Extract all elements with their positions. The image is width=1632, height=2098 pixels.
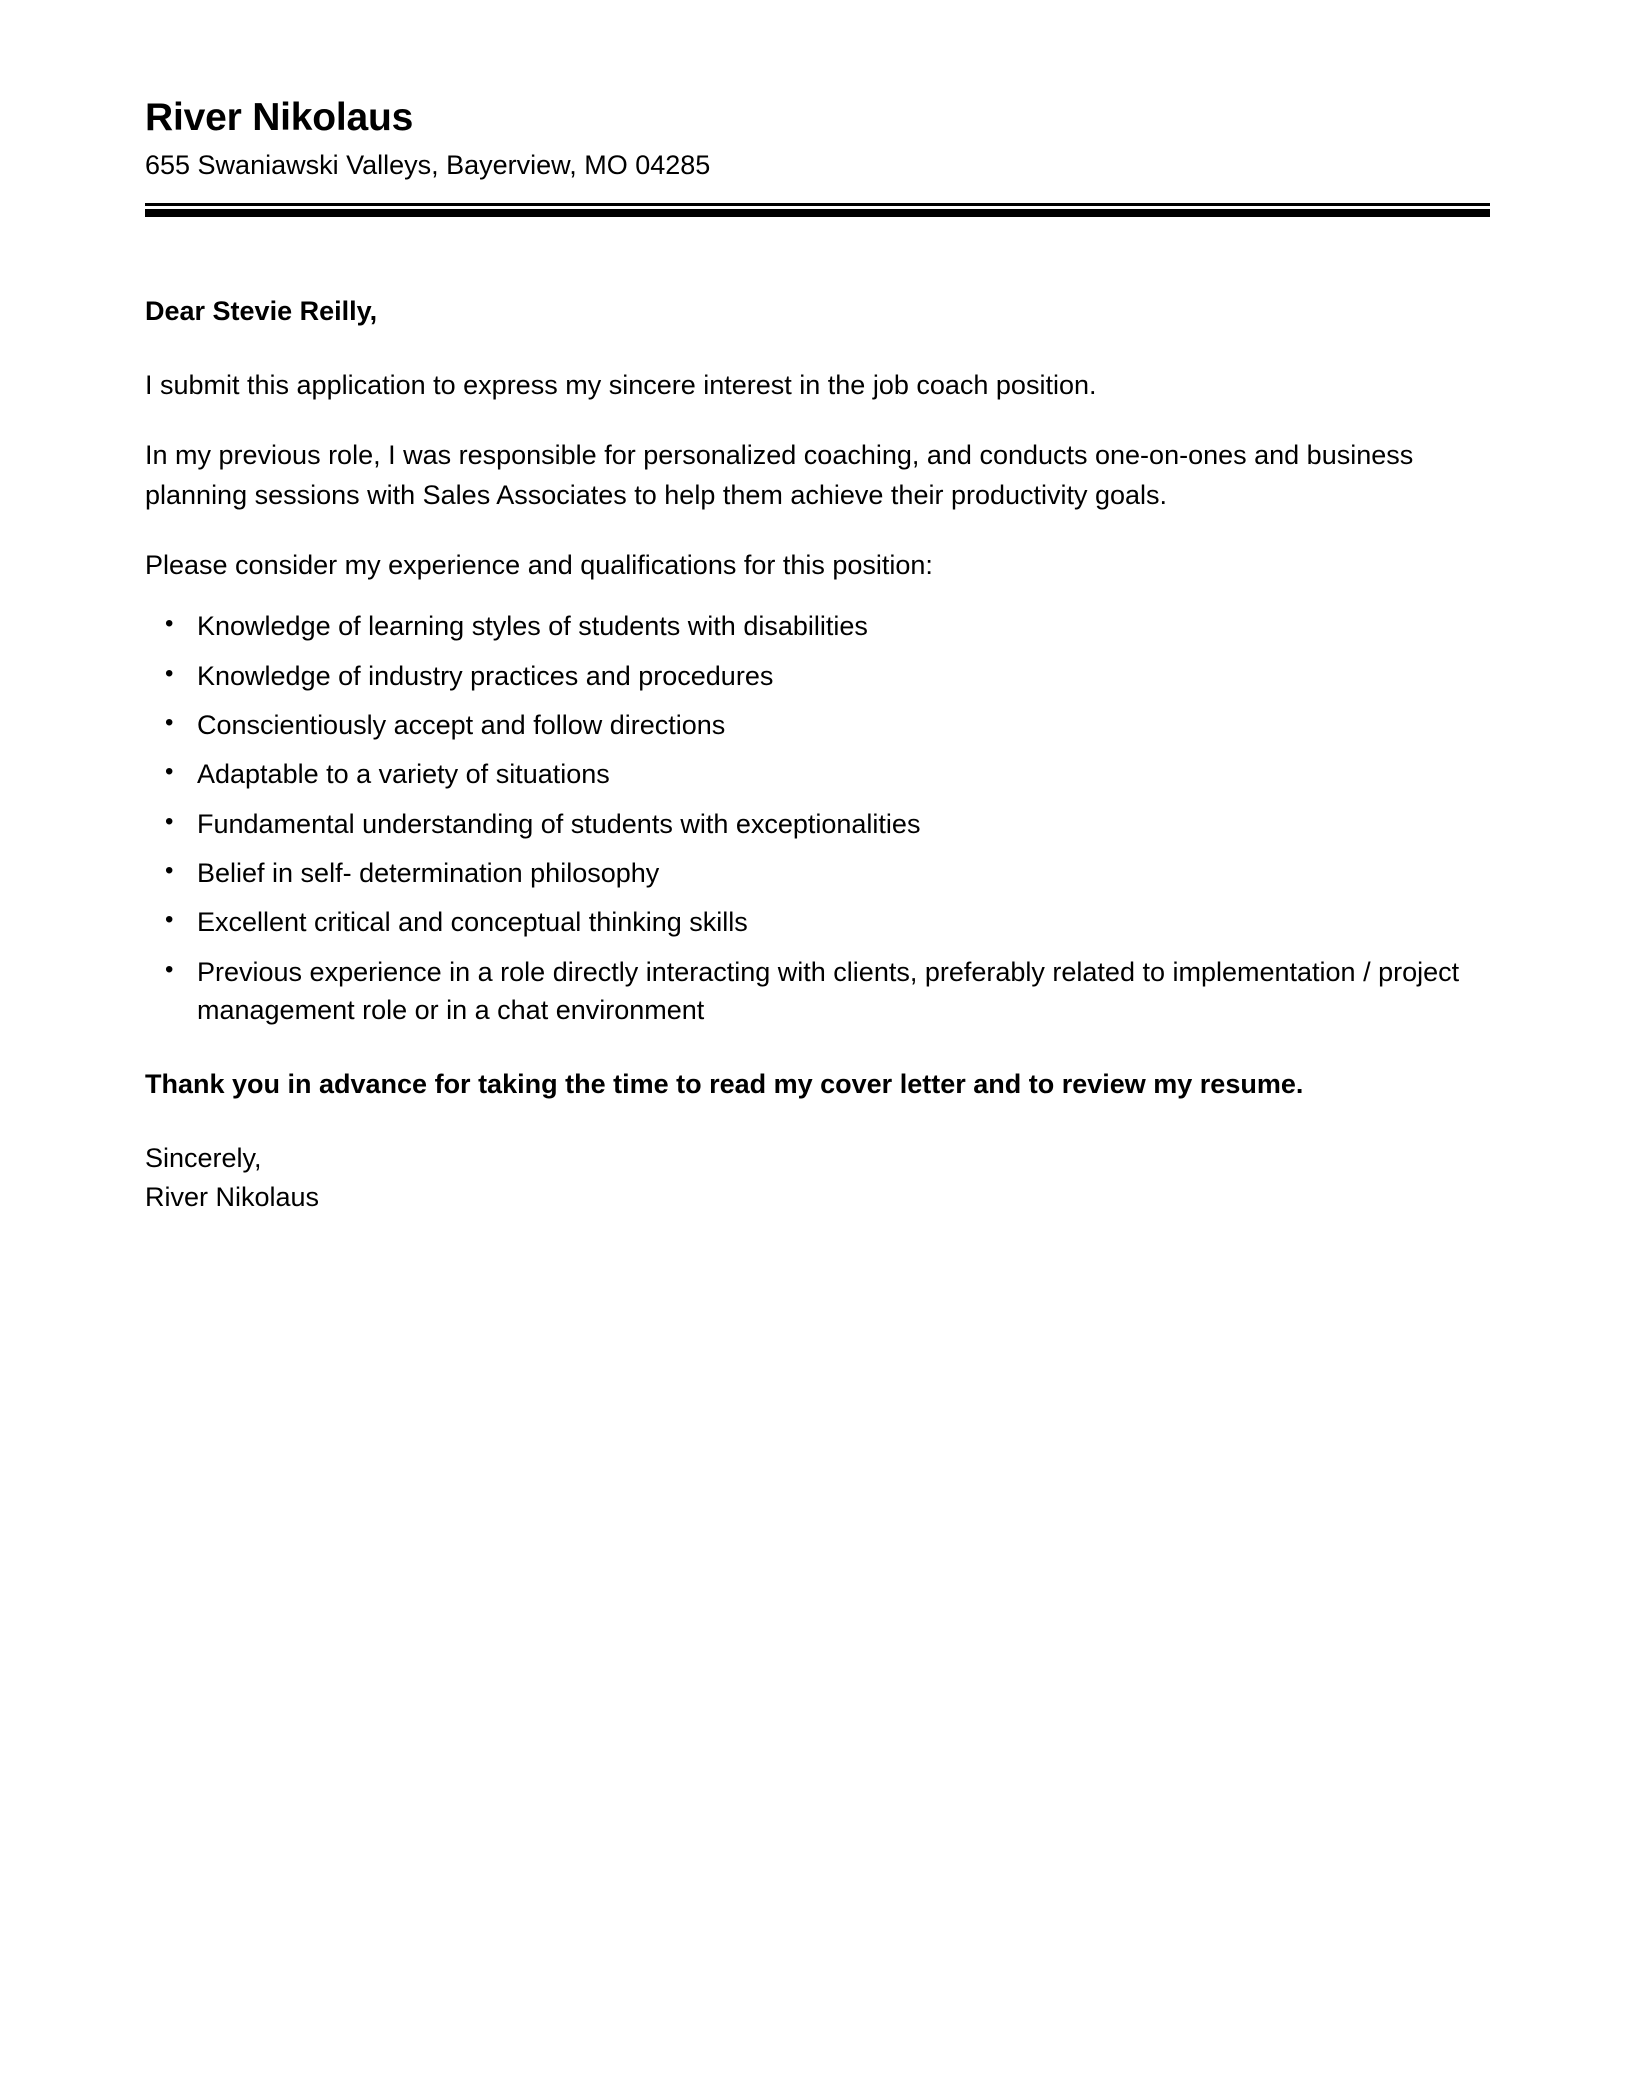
- list-item: [145, 607, 1490, 645]
- list-item: [145, 854, 1490, 892]
- letter-content: [145, 96, 1490, 1217]
- qualifications-list: [145, 607, 1490, 1029]
- list-item: [145, 903, 1490, 941]
- body-paragraph-2: In my previous role, I was responsible for personalized coaching, and conducts one-on-ones and business planning sessions with Sales Associates to help them achieve their productivity goals.: [145, 439, 1414, 510]
- list-item: [145, 657, 1490, 695]
- letter-header: [145, 96, 1490, 217]
- body-paragraph-1: I submit this application to express my sincere interest in the job coach position.: [145, 369, 1097, 400]
- bullet-icon: •: [165, 758, 174, 786]
- list-item-label: Belief in self- determination philosophy: [197, 858, 660, 889]
- sender-address: 655 Swaniawski Valleys, Bayerview, MO 04285: [145, 149, 711, 180]
- bullet-icon: •: [165, 955, 174, 983]
- list-item: [145, 755, 1490, 793]
- letter-body: [145, 293, 1490, 1217]
- signature-name: River Nikolaus: [145, 1181, 320, 1212]
- list-item-label: Excellent critical and conceptual thinking skills: [197, 907, 748, 938]
- sender-name: River Nikolaus: [145, 96, 414, 139]
- bullet-icon: •: [165, 659, 174, 687]
- bullet-icon: •: [165, 610, 174, 638]
- list-item: [145, 706, 1490, 744]
- bullet-icon: •: [165, 857, 174, 885]
- qualifications-intro: Please consider my experience and qualifications for this position:: [145, 549, 933, 580]
- list-item-label: Fundamental understanding of students with exceptionalities: [197, 808, 921, 839]
- header-divider-thick-line: [145, 209, 1490, 217]
- list-item-label: Knowledge of learning styles of students with disabilities: [197, 611, 868, 642]
- list-item: [145, 805, 1490, 843]
- list-item: [145, 953, 1490, 1030]
- salutation: Dear Stevie Reilly,: [145, 296, 378, 327]
- bullet-icon: •: [165, 906, 174, 934]
- list-item-label: Knowledge of industry practices and procedures: [197, 660, 774, 691]
- header-divider: [145, 203, 1490, 217]
- list-item-label: Adaptable to a variety of situations: [197, 759, 610, 790]
- list-item-label: Conscientiously accept and follow directions: [197, 710, 726, 741]
- closing-thanks: Thank you in advance for taking the time to read my cover letter and to review my resume.: [145, 1069, 1304, 1100]
- list-item-label: Previous experience in a role directly interacting with clients, preferably related to implementation / project management role or in a chat environment: [197, 956, 1460, 1026]
- signature-block: [145, 1139, 1490, 1217]
- signoff: Sincerely,: [145, 1142, 262, 1173]
- bullet-icon: •: [165, 709, 174, 737]
- bullet-icon: •: [165, 807, 174, 835]
